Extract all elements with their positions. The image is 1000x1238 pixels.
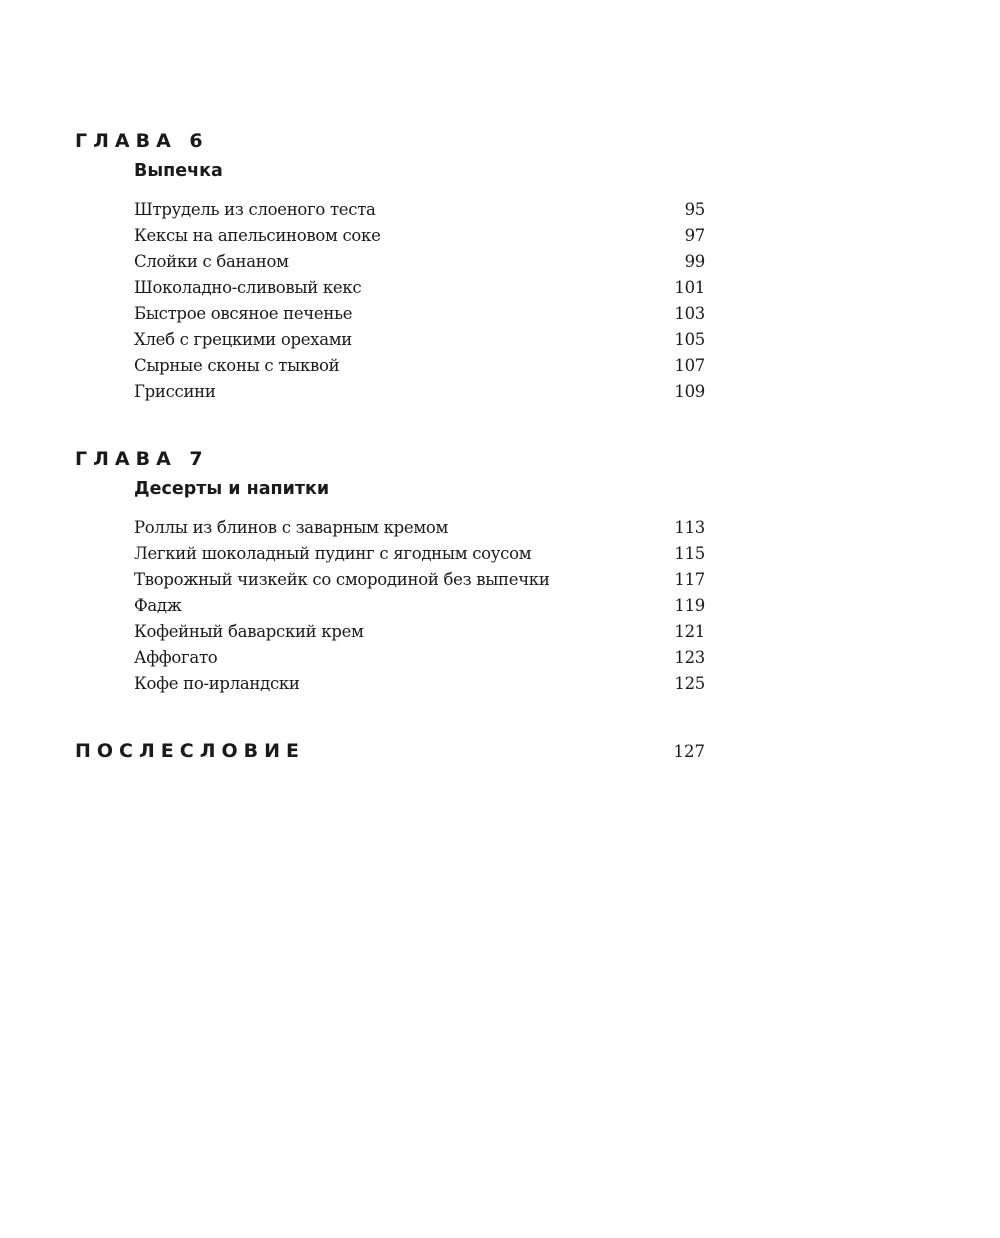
entry-title: Сырные сконы с тыквой	[134, 356, 340, 375]
entry-page-number: 97	[684, 226, 705, 245]
entry-title: Аффогато	[134, 648, 218, 667]
entry-title: Фадж	[134, 596, 182, 615]
entry-title: Шоколадно-сливовый кекс	[134, 278, 362, 297]
entry-title: Слойки с бананом	[134, 252, 289, 271]
entry-title: Роллы из блинов с заварным кремом	[134, 518, 449, 537]
entry-page-number: 95	[684, 200, 705, 219]
entry-page-number: 99	[684, 252, 705, 271]
toc-entry[interactable]	[134, 515, 705, 541]
afterword-entry[interactable]	[75, 740, 705, 762]
entry-page-number: 107	[674, 356, 705, 375]
entry-page-number: 119	[674, 596, 705, 615]
entry-title: Быстрое овсяное печенье	[134, 304, 353, 323]
toc-entry[interactable]	[134, 645, 705, 671]
entry-title: Штрудель из слоеного теста	[134, 200, 376, 219]
toc-entry[interactable]	[134, 223, 705, 249]
entry-page-number: 123	[674, 648, 705, 667]
toc-entry-list	[134, 515, 705, 697]
toc-entry[interactable]	[134, 541, 705, 567]
toc-entry[interactable]	[134, 353, 705, 379]
entry-page-number: 105	[674, 330, 705, 349]
toc-entry[interactable]	[134, 619, 705, 645]
chapter-title: Десерты и напитки	[134, 479, 330, 499]
toc-entry[interactable]	[134, 593, 705, 619]
entry-title: Хлеб с грецкими орехами	[134, 330, 352, 349]
chapter-label: ГЛАВА 7	[75, 448, 209, 470]
entry-page-number: 115	[674, 544, 705, 563]
entry-page-number: 117	[674, 570, 705, 589]
toc-entry[interactable]	[134, 567, 705, 593]
entry-page-number: 101	[674, 278, 705, 297]
entry-page-number: 125	[674, 674, 705, 693]
toc-entry[interactable]	[134, 301, 705, 327]
entry-title: Легкий шоколадный пудинг с ягодным соусом	[134, 544, 532, 563]
afterword-label: ПОСЛЕСЛОВИЕ	[75, 740, 305, 762]
entry-title: Кофейный баварский крем	[134, 622, 364, 641]
entry-title: Кексы на апельсиновом соке	[134, 226, 381, 245]
entry-page-number: 121	[674, 622, 705, 641]
entry-page-number: 103	[674, 304, 705, 323]
chapter-7-section	[75, 448, 705, 697]
entry-title: Кофе по-ирландски	[134, 674, 300, 693]
toc-entry[interactable]	[134, 249, 705, 275]
toc-entry[interactable]	[134, 379, 705, 405]
toc-entry[interactable]	[134, 327, 705, 353]
entry-title: Гриссини	[134, 382, 216, 401]
chapter-label: ГЛАВА 6	[75, 130, 209, 152]
entry-page-number: 113	[674, 518, 705, 537]
entry-page-number: 109	[674, 382, 705, 401]
chapter-6-section	[75, 130, 705, 405]
entry-title: Творожный чизкейк со смородиной без выпечки	[134, 570, 550, 589]
toc-entry[interactable]	[134, 275, 705, 301]
afterword-page-number: 127	[673, 742, 705, 761]
toc-entry-list	[134, 197, 705, 405]
toc-entry[interactable]	[134, 197, 705, 223]
toc-entry[interactable]	[134, 671, 705, 697]
chapter-title: Выпечка	[134, 161, 223, 181]
